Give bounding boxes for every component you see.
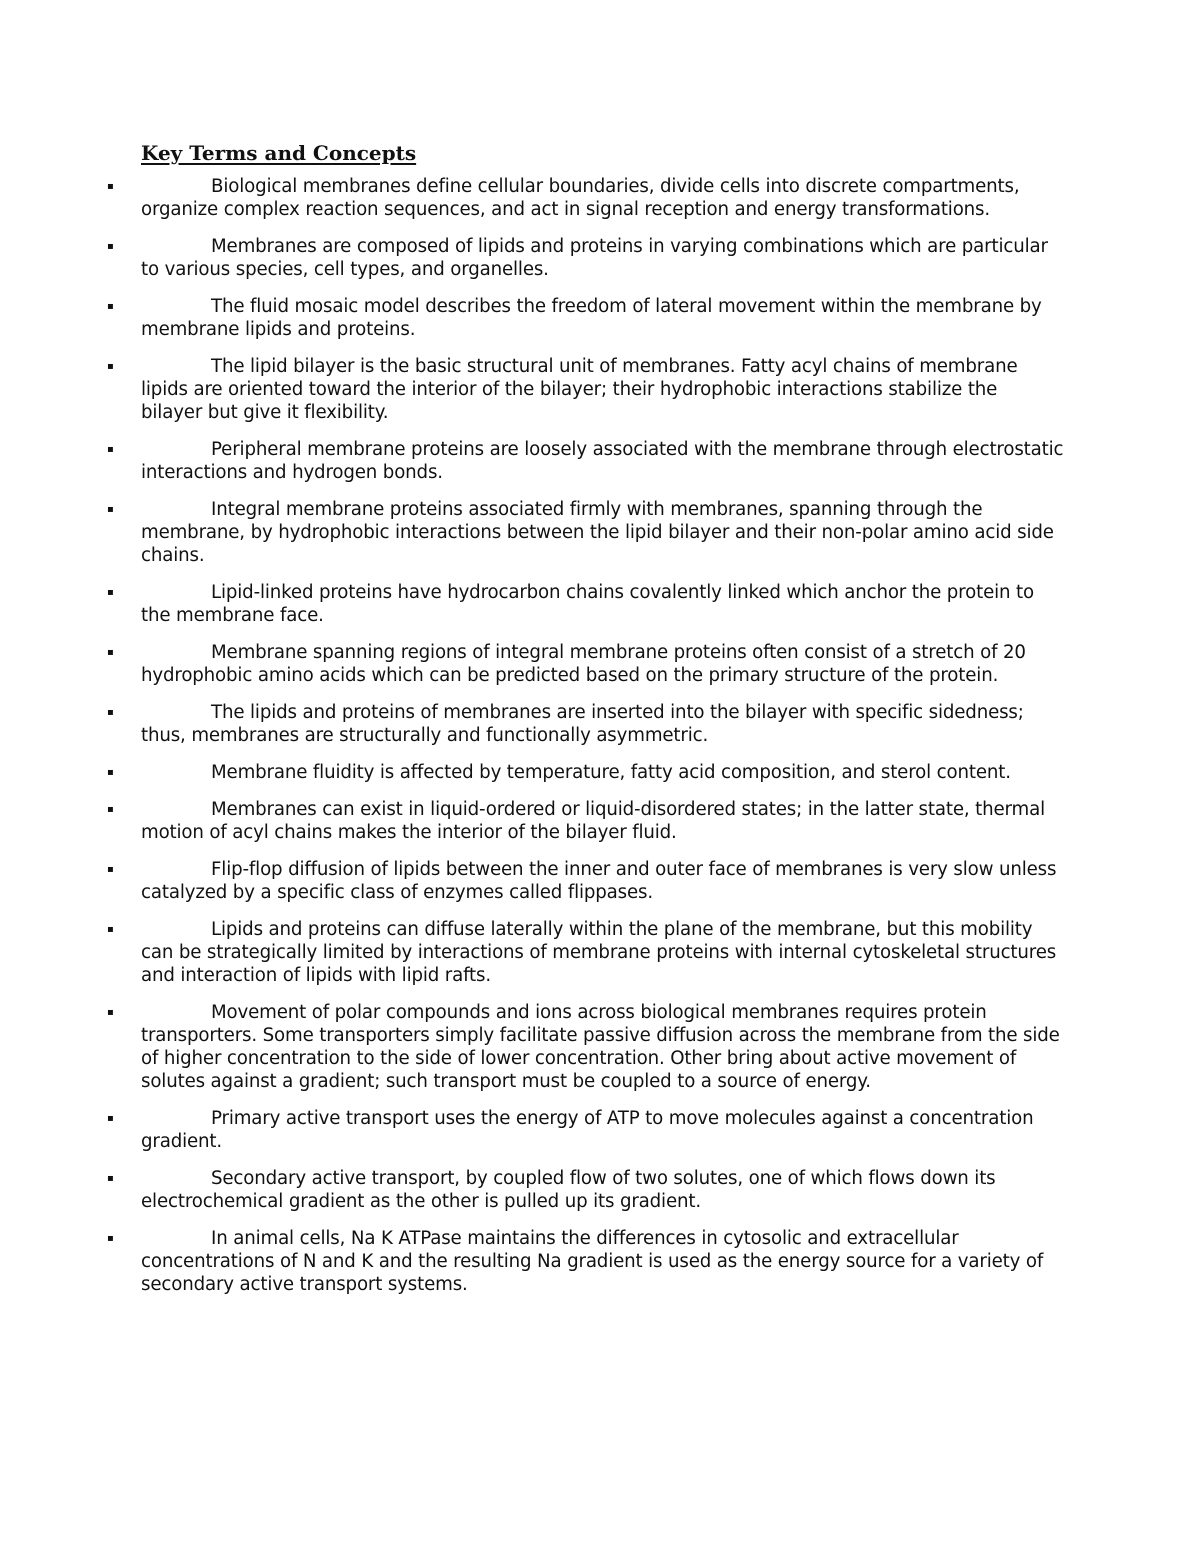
list-item-text: The lipid bilayer is the basic structural unit of membranes. Fatty acyl chains of membrane lipids are oriented toward the interior of the bilayer; their hydrophobic interactions stabilize the bilayer but give it flexibility. xyxy=(141,356,1018,423)
bullet-marker-icon: ▪ xyxy=(107,1233,114,1244)
bullet-marker-icon: ▪ xyxy=(107,361,114,372)
bullet-marker-icon: ▪ xyxy=(107,1113,114,1124)
list-item-text: Membranes are composed of lipids and proteins in varying combinations which are particular to various species, cell types, and organelles. xyxy=(141,236,1048,280)
bullet-marker-icon: ▪ xyxy=(107,1173,114,1184)
list-item-text: The fluid mosaic model describes the freedom of lateral movement within the membrane by membrane lipids and proteins. xyxy=(141,296,1042,340)
bullet-marker-icon: ▪ xyxy=(107,181,114,192)
list-item xyxy=(104,858,1064,904)
list-item-text: Secondary active transport, by coupled flow of two solutes, one of which flows down its electrochemical gradient as the other is pulled up its gradient. xyxy=(141,1168,996,1212)
bullet-marker-icon: ▪ xyxy=(107,241,114,252)
list-item xyxy=(104,295,1064,341)
list-item xyxy=(104,498,1064,567)
list-item xyxy=(104,1227,1064,1296)
key-terms-list xyxy=(104,175,1064,1296)
list-item xyxy=(104,581,1064,627)
bullet-marker-icon: ▪ xyxy=(107,504,114,515)
list-item-text: Flip-flop diffusion of lipids between the inner and outer face of membranes is very slow unless catalyzed by a specific class of enzymes called flippases. xyxy=(141,859,1057,903)
bullet-marker-icon: ▪ xyxy=(107,924,114,935)
list-item-text: Biological membranes define cellular boundaries, divide cells into discrete compartments, organize complex reaction sequences, and act in signal reception and energy transformations. xyxy=(141,176,1020,220)
list-item xyxy=(104,175,1064,221)
list-item-text: The lipids and proteins of membranes are inserted into the bilayer with specific sidedness; thus, membranes are structurally and functionally asymmetric. xyxy=(141,702,1024,746)
list-item xyxy=(104,1001,1064,1093)
list-item-text: Movement of polar compounds and ions across biological membranes requires protein transporters. Some transporters simply facilitate passive diffusion across the membrane from the side of higher concentration to the side of lower concentration. Other bring about active movement of solutes against a gradient; such transport must be coupled to a source of energy. xyxy=(141,1002,1060,1092)
bullet-marker-icon: ▪ xyxy=(107,767,114,778)
document-title: Key Terms and Concepts xyxy=(141,141,417,165)
list-item xyxy=(104,761,1064,784)
list-item xyxy=(104,235,1064,281)
list-item-text: Membrane fluidity is affected by temperature, fatty acid composition, and sterol content. xyxy=(211,762,1011,783)
list-item-text: Lipid-linked proteins have hydrocarbon chains covalently linked which anchor the protein to the membrane face. xyxy=(141,582,1034,626)
bullet-marker-icon: ▪ xyxy=(107,1007,114,1018)
list-item-text: Peripheral membrane proteins are loosely associated with the membrane through electrostatic interactions and hydrogen bonds. xyxy=(141,439,1064,483)
list-item-text: Membrane spanning regions of integral membrane proteins often consist of a stretch of 20 hydrophobic amino acids which can be predicted based on the primary structure of the protein. xyxy=(141,642,1026,686)
list-item-text: Primary active transport uses the energy of ATP to move molecules against a concentration gradient. xyxy=(141,1108,1034,1152)
list-item xyxy=(104,438,1064,484)
bullet-marker-icon: ▪ xyxy=(107,647,114,658)
list-item xyxy=(104,641,1064,687)
list-item xyxy=(104,1167,1064,1213)
list-item-text: Lipids and proteins can diffuse laterally within the plane of the membrane, but this mobility can be strategically limited by interactions of membrane proteins with internal cytoskeletal structures and interaction of lipids with lipid rafts. xyxy=(141,919,1057,986)
list-item xyxy=(104,918,1064,987)
list-item xyxy=(104,798,1064,844)
list-item-text: In animal cells, Na K ATPase maintains the differences in cytosolic and extracellular concentrations of N and K and the resulting Na gradient is used as the energy source for a variety of secondary active transport systems. xyxy=(141,1228,1044,1295)
bullet-marker-icon: ▪ xyxy=(107,864,114,875)
list-item xyxy=(104,355,1064,424)
bullet-marker-icon: ▪ xyxy=(107,587,114,598)
list-item xyxy=(104,701,1064,747)
list-item-text: Integral membrane proteins associated firmly with membranes, spanning through the membrane, by hydrophobic interactions between the lipid bilayer and their non-polar amino acid side chains. xyxy=(141,499,1054,566)
bullet-marker-icon: ▪ xyxy=(107,707,114,718)
document-page xyxy=(104,140,1064,1310)
list-item xyxy=(104,1107,1064,1153)
bullet-marker-icon: ▪ xyxy=(107,804,114,815)
bullet-marker-icon: ▪ xyxy=(107,444,114,455)
bullet-marker-icon: ▪ xyxy=(107,301,114,312)
list-item-text: Membranes can exist in liquid-ordered or liquid-disordered states; in the latter state, thermal motion of acyl chains makes the interior of the bilayer fluid. xyxy=(141,799,1045,843)
